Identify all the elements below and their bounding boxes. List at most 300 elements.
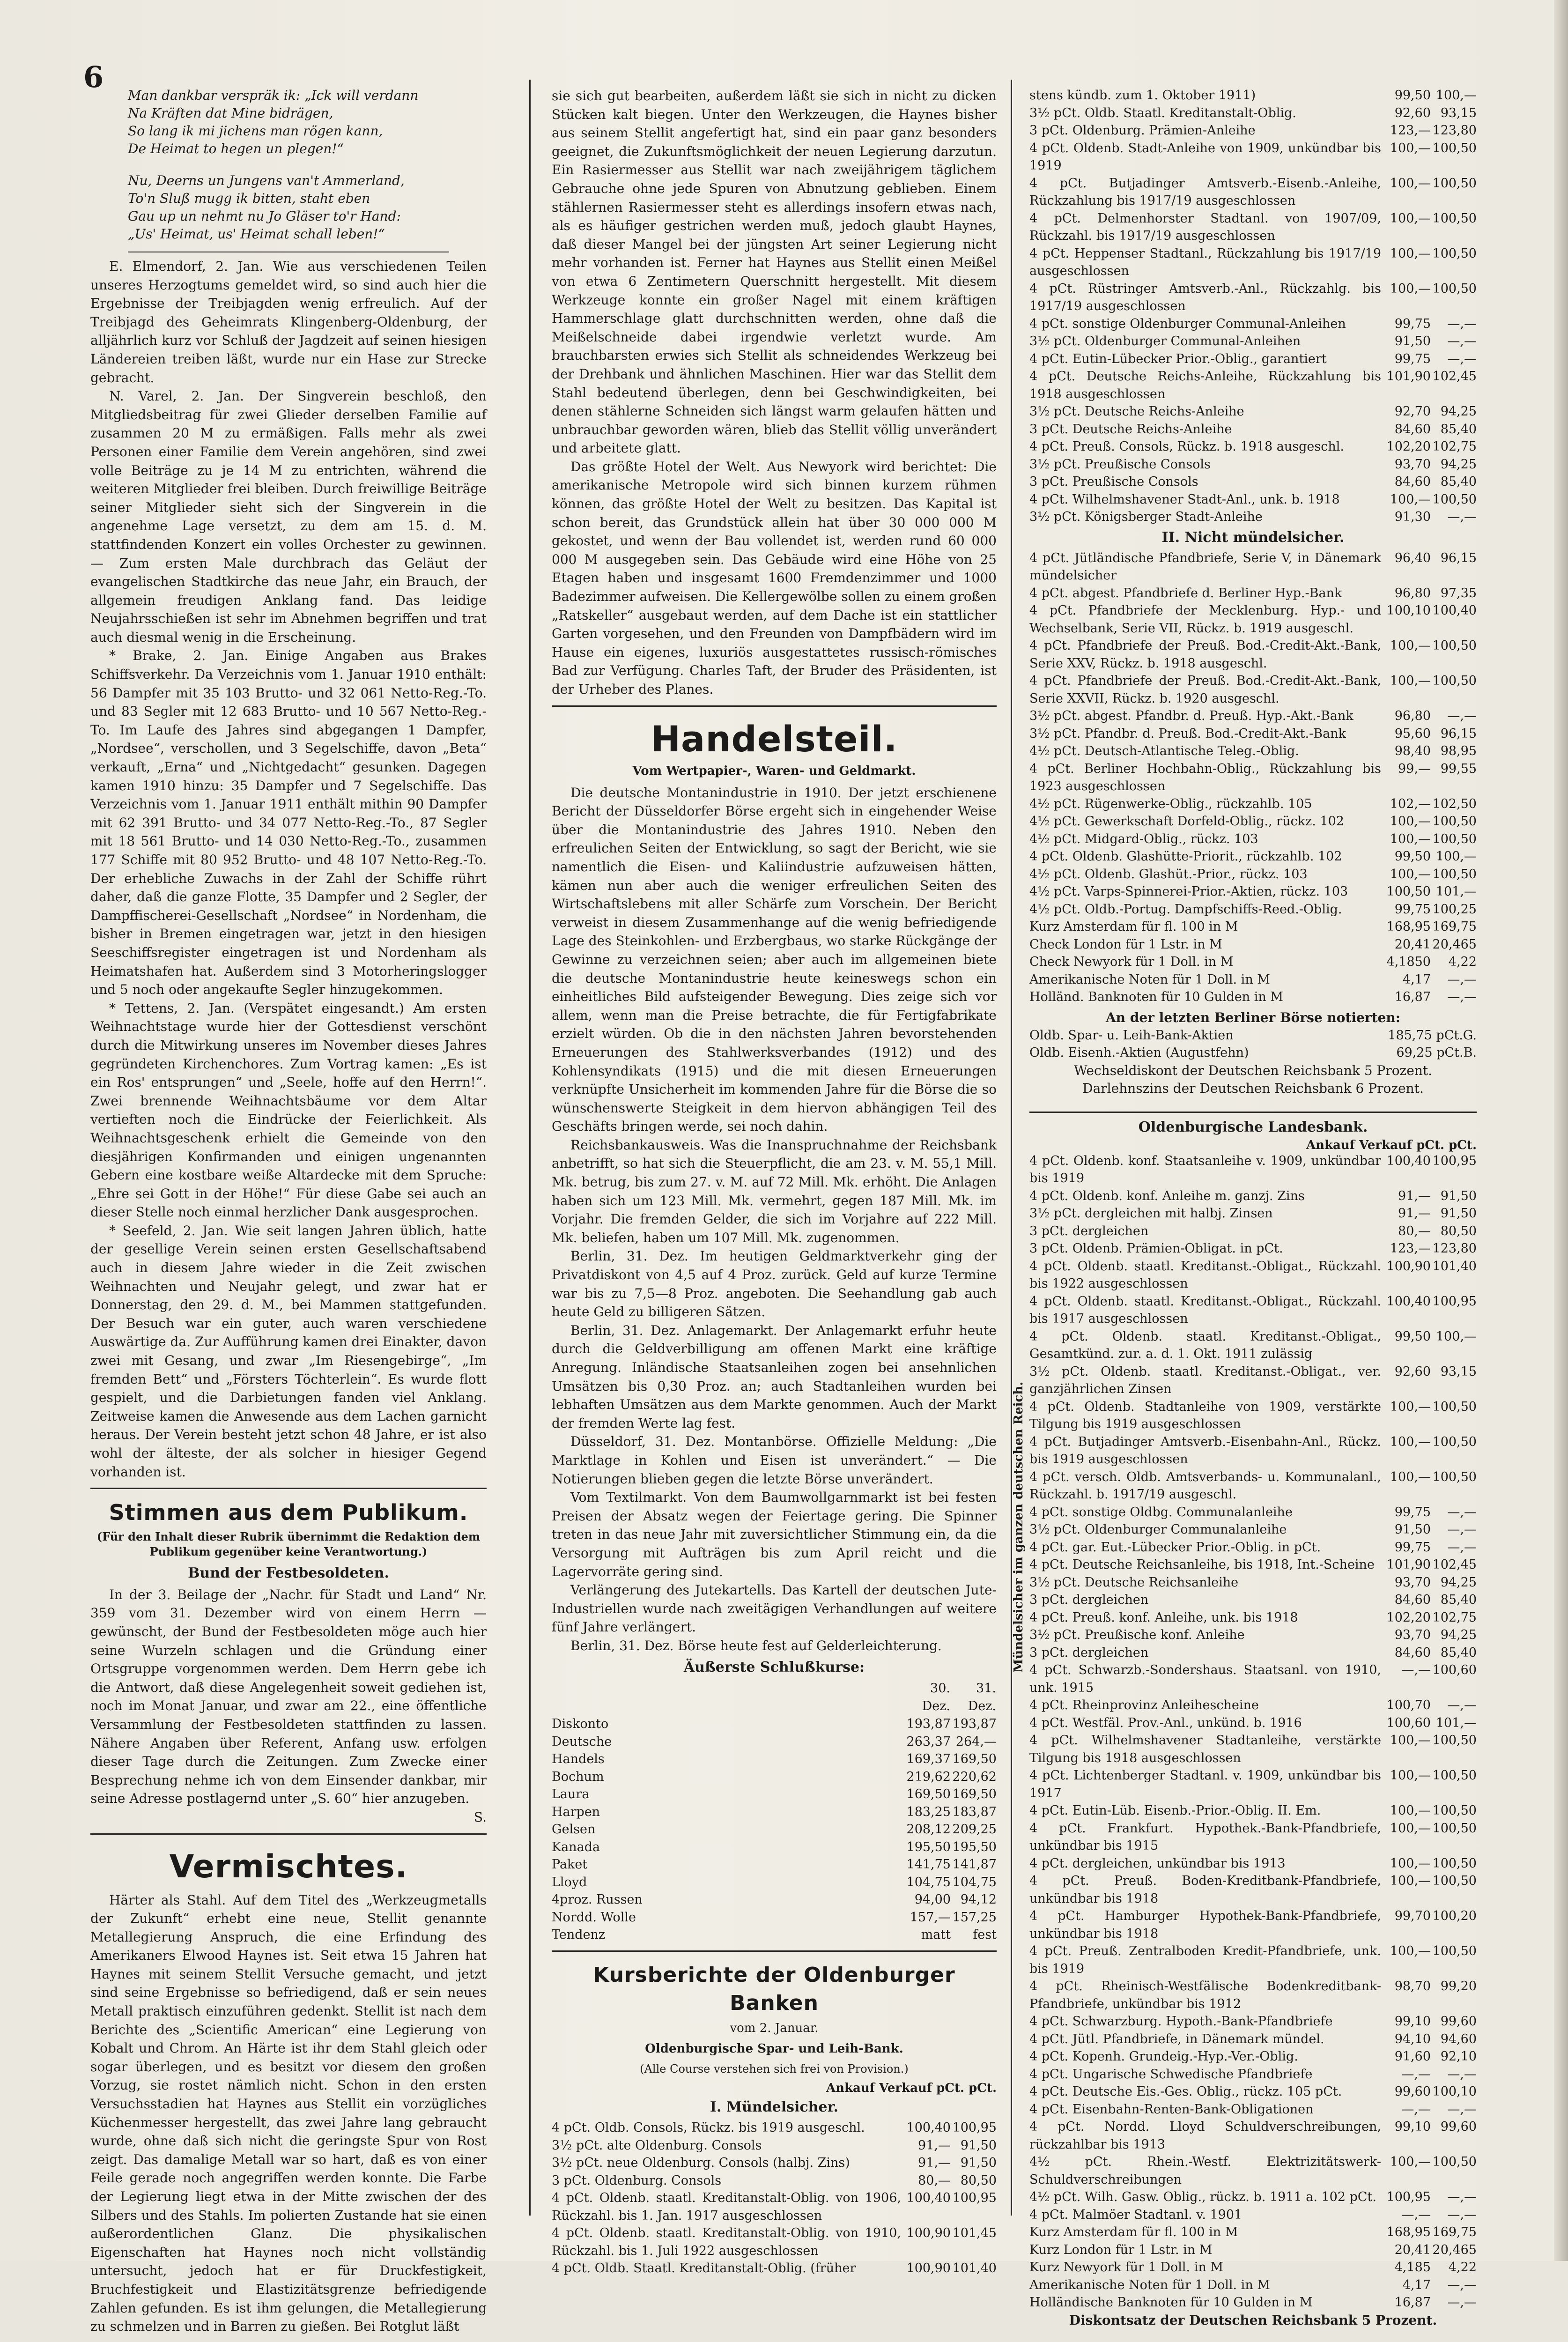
row-value: 100,60: [1386, 1715, 1431, 1730]
wechseldiskont: Wechseldiskont der Deutschen Reichsbank 5 Prozent.: [1073, 1062, 1433, 1078]
row-label: 4 pCt. Frankfurt. Hypothek.-Bank-Pfandbriefe, unkündbar bis 1915: [1029, 1821, 1381, 1853]
row-value: 100,50: [1432, 1821, 1477, 1836]
table-row: [1029, 1240, 1477, 1258]
landesbank-table: [1029, 1152, 1477, 2312]
table-row: [1029, 760, 1477, 795]
row-label: 3½ pCt. alte Oldenburg. Consols: [552, 2138, 762, 2153]
table-row: [1029, 707, 1477, 725]
row-value: 100,—: [1390, 141, 1431, 156]
table-row: [1029, 1661, 1477, 1697]
table-row: [1029, 2101, 1477, 2119]
table-row: [1029, 602, 1477, 637]
row-value: 94,25: [1440, 457, 1477, 472]
table-row: [1029, 848, 1477, 866]
row-value: —,—: [1447, 2207, 1477, 2222]
row-value: 99,60: [1440, 2120, 1477, 2134]
row-value: 100,50: [1432, 1856, 1477, 1871]
row-value: 100,—: [1390, 638, 1431, 653]
table-row: [1029, 1187, 1477, 1205]
row-value: 193,87: [906, 1717, 951, 1732]
row-label: Holländische Banknoten für 10 Gulden in M: [1029, 2295, 1313, 2310]
kurse-title: Äußerste Schlußkurse:: [683, 1659, 865, 1675]
row-value: —,—: [1401, 1663, 1431, 1677]
table-row: [1029, 438, 1477, 456]
poem: [128, 87, 487, 243]
row-value: 100,—: [1435, 88, 1477, 103]
row-value: 95,60: [1394, 726, 1431, 741]
row-value: 263,37: [906, 1734, 951, 1749]
row-value: 100,50: [1432, 1733, 1477, 1748]
table-row: [1029, 1978, 1477, 2013]
row-value: 100,—: [1390, 814, 1431, 829]
row-value: 100,50: [1432, 141, 1477, 156]
row-value: 208,12: [906, 1822, 951, 1837]
securities-rows-1: [1029, 87, 1477, 526]
row-value: —,—: [1447, 2067, 1477, 2082]
page-number: 6: [83, 60, 104, 94]
row-value: 93,70: [1394, 457, 1431, 472]
table-row: [1029, 1872, 1477, 1907]
row-value: 100,50: [1432, 492, 1477, 507]
row-value: —,—: [1447, 510, 1477, 524]
table-row: [1029, 2294, 1477, 2312]
side-label: [1010, 1152, 1028, 1949]
row-value: 69,25 pCt.B.: [1396, 1045, 1477, 1060]
row-value: 100,—: [1390, 1469, 1431, 1484]
row-label: 4 pCt. Butjadinger Amtsverb.-Eisenbahn-Anl., Rückz. bis 1919 ausgeschlossen: [1029, 1434, 1381, 1467]
table-row: [552, 1926, 997, 1944]
row-value: 99,60: [1394, 2084, 1431, 2099]
table-row: [1029, 953, 1477, 971]
nicht-muendel-title: II. Nicht mündelsicher.: [1161, 529, 1345, 546]
row-value: 98,70: [1394, 1979, 1431, 1994]
row-value: 91,—: [918, 2156, 951, 2171]
table-row: [1029, 87, 1477, 104]
table-row: [1029, 403, 1477, 421]
table-row: [552, 2260, 997, 2277]
row-value: 91,—: [918, 2138, 951, 2153]
table-row: [1029, 1539, 1477, 1556]
row-value: —,—: [1447, 334, 1477, 348]
row-value: 85,40: [1440, 1593, 1477, 1607]
table-row: [1029, 210, 1477, 245]
row-label: 4 pCt. Wilhelmshavener Stadt-Anl., unk. b. 1918: [1029, 492, 1340, 507]
row-label: Gelsen: [552, 1822, 596, 1837]
row-label: 4½ pCt. Gewerkschaft Dorfeld-Oblig., rückz. 102: [1029, 814, 1344, 829]
row-value: —,—: [1401, 2067, 1431, 2082]
row-value: 100,95: [1432, 1153, 1477, 1168]
row-value: 195,50: [952, 1839, 997, 1854]
row-label: 4 pCt. Pfandbriefe der Preuß. Bod.-Credit-Akt.-Bank, Serie XXVII, Rückz. b. 1920 ausgeschl.: [1029, 674, 1381, 706]
table-row: [1029, 1433, 1477, 1468]
row-label: 3½ pCt. Königsberger Stadt-Anleihe: [1029, 510, 1263, 524]
row-value: 4,185: [1394, 2260, 1431, 2275]
row-label: 4 pCt. Eutin-Lüb. Eisenb.-Prior.-Oblig. II. Em.: [1029, 1803, 1321, 1818]
row-value: 100,—: [1390, 1821, 1431, 1836]
banken-title: Kursberichte der Oldenburger Banken: [593, 1963, 955, 2015]
row-value: 91,50: [1394, 334, 1431, 348]
row-value: 169,50: [952, 1787, 997, 1802]
row-label: 4 pCt. Ungarische Schwedische Pfandbriefe: [1029, 2067, 1313, 2082]
row-value: 100,—: [1390, 2155, 1431, 2169]
row-label: 4 pCt. versch. Oldb. Amtsverbands- u. Kommunalanl., Rückzahl. b. 1917/19 ausgeschl.: [1029, 1469, 1381, 1502]
handel-reichsbank: Reichsbankausweis. Was die Inanspruchnahme der Reichsbank anbetrifft, so hat sich die Steuerpflicht, die am 23. v. M. 55,1 Mill. Mk. betrug, bis zum 27. v. M. auf 72 Mill. Mk. erhöht. Die Anlagen haben sich um 123 Mill. Mk. vermehrt, gegen 187 Mill. Mk. im Vorjahr. Die fremden Gelder, die sich im Vorjahre auf 222 Mill. Mk. beliefen, haben um 107 Mill. Mk. zugenommen.: [552, 1137, 997, 1245]
row-label: 3½ pCt. Oldenburger Communal-Anleihen: [1029, 334, 1301, 348]
table-row: [1029, 1820, 1477, 1855]
table-row: [1029, 473, 1477, 491]
row-value: 169,37: [906, 1752, 951, 1767]
row-value: 100,40: [906, 2120, 951, 2135]
row-value: 100,50: [1432, 1944, 1477, 1958]
row-value: 100,50: [1432, 1434, 1477, 1449]
row-label: 4 pCt. Deutsche Eis.-Ges. Oblig., rückz. 105 pCt.: [1029, 2084, 1342, 2099]
row-value: 99,75: [1394, 1505, 1431, 1519]
row-value: 93,15: [1440, 105, 1477, 120]
section-title-handelsteil: Handelsteil.: [651, 718, 898, 760]
row-value: fest: [973, 1927, 997, 1942]
table-row: [1029, 2223, 1477, 2241]
row-label: 3½ pCt. neue Oldenburg. Consols (halbj. Zins): [552, 2156, 850, 2171]
row-value: 157,25: [952, 1910, 997, 1925]
table-row: [1029, 1363, 1477, 1398]
row-value: —,—: [1447, 990, 1477, 1004]
row-label: 3 pCt. Deutsche Reichs-Anleihe: [1029, 422, 1232, 437]
row-label: 4 pCt. Deutsche Reichs-Anleihe, Rückzahlung bis 1918 ausgeschlossen: [1029, 369, 1381, 401]
table-row: [1029, 742, 1477, 760]
darlehnszins: Darlehnszins der Deutschen Reichsbank 6 Prozent.: [1082, 1080, 1424, 1096]
table-row: [1029, 1767, 1477, 1802]
row-label: 4 pCt. Heppenser Stadtanl., Rückzahlung bis 1917/19 ausgeschlossen: [1029, 246, 1381, 278]
row-label: 3½ pCt. Oldenburger Communalanleihe: [1029, 1522, 1287, 1537]
table-row: [1029, 1714, 1477, 1732]
row-label: 3 pCt. dergleichen: [1029, 1223, 1149, 1238]
table-row: [1029, 1328, 1477, 1363]
divider: [552, 705, 997, 707]
column-header: 31. Dez.: [968, 1681, 996, 1713]
muendel-title: I. Mündelsicher.: [710, 2098, 839, 2115]
table-row: [1029, 2066, 1477, 2083]
row-value: 102,50: [1432, 796, 1477, 811]
row-value: 100,—: [1390, 1803, 1431, 1818]
row-label: 3½ pCt. Deutsche Reichsanleihe: [1029, 1575, 1239, 1590]
side-label-text: Mündelsicher im ganzen deutschen Reich.: [1012, 1381, 1026, 1672]
row-value: 99,50: [1394, 849, 1431, 864]
table-row: [1029, 1855, 1477, 1873]
table-row: [1029, 883, 1477, 901]
row-value: 99,75: [1394, 902, 1431, 917]
row-label: Check London für 1 Lstr. in M: [1029, 937, 1222, 952]
row-value: 123,—: [1390, 123, 1431, 138]
row-value: 100,95: [1386, 2190, 1431, 2204]
row-value: 100,50: [1432, 674, 1477, 688]
row-label: 3½ pCt. Oldb. Staatl. Kreditanstalt-Oblig.: [1029, 105, 1296, 120]
table-row: [552, 1891, 997, 1909]
row-value: 4,17: [1402, 2277, 1431, 2292]
row-value: 91,30: [1394, 510, 1431, 524]
row-value: —,—: [1447, 1540, 1477, 1555]
table-row: [1029, 813, 1477, 830]
row-value: 91,60: [1394, 2049, 1431, 2064]
row-label: 3½ pCt. Preußische konf. Anleihe: [1029, 1628, 1245, 1642]
row-value: 96,15: [1440, 550, 1477, 565]
row-value: —,—: [1447, 2190, 1477, 2204]
row-value: 141,87: [952, 1857, 997, 1872]
row-value: 16,87: [1394, 990, 1431, 1004]
table-row: [552, 2137, 997, 2155]
table-row: [552, 2119, 997, 2137]
table-row: [552, 1821, 997, 1838]
row-label: 4 pCt. Preuß. Zentralboden Kredit-Pfandbriefe, unk. bis 1919: [1029, 1944, 1381, 1976]
row-label: Handels: [552, 1752, 605, 1767]
row-label: 4 pCt. gar. Eut.-Lübecker Prior.-Oblig. in pCt.: [1029, 1540, 1321, 1555]
table-row: [552, 1803, 997, 1821]
row-label: 3 pCt. Oldenburg. Consols: [552, 2173, 722, 2188]
row-label: 4 pCt. dergleichen, unkündbar bis 1913: [1029, 1856, 1286, 1871]
row-value: 93,70: [1394, 1628, 1431, 1642]
row-label: Check Newyork für 1 Doll. in M: [1029, 955, 1234, 969]
row-label: 4 pCt. Jütländische Pfandbriefe, Serie V, in Dänemark mündelsicher: [1029, 550, 1381, 583]
securities-table-2: [1029, 549, 1477, 1006]
table-row: [1029, 1907, 1477, 1942]
table-row: [1029, 1468, 1477, 1504]
row-value: 92,10: [1440, 2049, 1477, 2064]
row-label: Nordd. Wolle: [552, 1910, 636, 1925]
row-value: —,—: [1447, 2102, 1477, 2117]
table-row: [1029, 491, 1477, 509]
row-value: —,—: [1401, 2207, 1431, 2222]
row-value: 264,—: [955, 1734, 997, 1749]
table-row: [1029, 2153, 1477, 2188]
row-value: 100,25: [1432, 902, 1477, 917]
row-label: 4 pCt. Oldenb. konf. Staatsanleihe v. 1909, unkündbar bis 1919: [1029, 1153, 1381, 1186]
table-row: [1029, 795, 1477, 813]
row-label: 3½ pCt. Pfandbr. d. Preuß. Bod.-Credit-Akt.-Bank: [1029, 726, 1346, 741]
row-value: 84,60: [1394, 1593, 1431, 1607]
row-value: 99,75: [1394, 351, 1431, 366]
row-value: 93,70: [1394, 1575, 1431, 1590]
row-value: 20,41: [1394, 937, 1431, 952]
row-value: 100,—: [1390, 1768, 1431, 1783]
row-label: Deutsche: [552, 1734, 612, 1749]
row-label: 4 pCt. Jütl. Pfandbriefe, in Dänemark mündel.: [1029, 2031, 1324, 2046]
table-row: [1029, 1293, 1477, 1328]
table-row: [1029, 2013, 1477, 2031]
row-value: 100,90: [1386, 1259, 1431, 1274]
row-value: —,—: [1401, 2102, 1431, 2117]
row-value: 80,—: [1398, 1223, 1431, 1238]
row-value: 100,—: [1390, 1733, 1431, 1748]
row-label: 4 pCt. Rüstringer Amtsverb.-Anl., Rückzahlg. bis 1917/19 ausgeschlossen: [1029, 281, 1381, 313]
row-value: 101,90: [1386, 369, 1431, 384]
row-value: 100,—: [1390, 867, 1431, 882]
table-row: [1029, 2188, 1477, 2206]
table-row: [1029, 672, 1477, 707]
row-label: 4½ pCt. Midgard-Oblig., rückz. 103: [1029, 831, 1258, 846]
row-value: 100,50: [1386, 884, 1431, 899]
row-value: 91,50: [960, 2156, 997, 2171]
row-value: 99,75: [1394, 1540, 1431, 1555]
row-value: 94,10: [1394, 2031, 1431, 2046]
table-row: [1029, 2083, 1477, 2101]
column-2: [552, 87, 997, 2277]
berliner-title: An der letzten Berliner Börse notierten:: [1105, 1009, 1401, 1025]
table-row: [1029, 1152, 1477, 1187]
table-row: [1029, 1942, 1477, 1978]
landesbank-block: [1012, 1152, 1477, 2312]
row-label: 3½ pCt. dergleichen mit halbj. Zinsen: [1029, 1206, 1273, 1221]
handel-textil: Vom Textilmarkt. Von dem Baumwollgarnmarkt ist bei festen Preisen der Absatz wegen der Feiertage gering. Die Spinner treten in das neue Jahr mit zuversichtlicher Stimmung ein, da die Versorgung mit Aufträgen bis zum April reicht und die Lagervorräte gering sind.: [552, 1490, 997, 1579]
row-value: 123,—: [1390, 1241, 1431, 1256]
row-value: 99,70: [1394, 1909, 1431, 1923]
banken-date: vom 2. Januar.: [730, 2021, 819, 2035]
row-value: 100,50: [1432, 814, 1477, 829]
column-3: [1012, 87, 1477, 2342]
row-label: 4 pCt. Oldenb. staatl. Kreditanst.-Obligat., Gesamtkünd. zur. a. d. 1. Okt. 1911 zulässig: [1029, 1329, 1381, 1361]
article-brake: * Brake, 2. Jan. Einige Angaben aus Brakes Schiffsverkehr. Da Verzeichnis vom 1. Januar 1910 enthält: 56 Dampfer mit 35 103 Brutto- und 32 061 Netto-Reg.-To. und 83 Segler mit 12 683 Brutto- und 10 567 Netto-Reg.-To. Im Laufe des Jahres sind abgegangen 1 Dampfer, „Nordsee“, verschollen, und 3 Segelschiffe, davon „Beta“ verkauft, „Erna“ und „Nichtgedacht“ gesunken. Dagegen kamen 1910 hinzu: 35 Dampfer und 7 Segelschiffe. Das Verzeichnis vom 1. Januar 1911 enthält mithin 90 Dampfer mit 62 391 Brutto- und 34 077 Netto-Reg.-To., 87 Segler mit 18 561 Brutto- und 14 030 Netto-Reg.-To., zusammen 177 Schiffe mit 80 952 Brutto- und 48 107 Netto-Reg.-To. Der erhebliche Zuwachs in der Zahl der Schiffe rührt daher, daß die ganze Flotte, 35 Dampfer und 2 Segler, der Dampffischerei-Gesellschaft „Nordsee“ in Nordenham, die bisher in Bremen eingetragen war, jetzt in den hiesigen Seeschiffsregister eingetragen ist und Nordenham als Heimatshafen hat. Außerdem sind 3 Motorheringslogger und 5 noch oder angekaufte Segler hinzugekommen.: [90, 648, 487, 998]
row-label: 4 pCt. Oldenb. staatl. Kreditanstalt-Oblig. von 1906, Rückzahl. bis 1. Jan. 1917 ausgeschlossen: [552, 2191, 901, 2223]
row-label: 3 pCt. Oldenb. Prämien-Obligat. in pCt.: [1029, 1241, 1283, 1256]
row-value: 94,25: [1440, 1628, 1477, 1642]
row-label: 3 pCt. Preußische Consols: [1029, 474, 1198, 489]
table-row: [1029, 456, 1477, 474]
row-label: Kurz Amsterdam für fl. 100 in M: [1029, 919, 1238, 934]
row-label: 4 pCt. Eutin-Lübecker Prior.-Oblig., garantiert: [1029, 351, 1327, 366]
row-value: 100,50: [1432, 638, 1477, 653]
handel-boerse: Berlin, 31. Dez. Börse heute fest auf Gelderleichterung.: [570, 1638, 942, 1653]
row-value: 100,90: [906, 2261, 951, 2276]
table-row: [1029, 2241, 1477, 2259]
row-value: 100,50: [1432, 1399, 1477, 1414]
row-value: 80,—: [918, 2173, 951, 2188]
handel-berlin-anlage: Berlin, 31. Dez. Anlagemarkt. Der Anlagemarkt erfuhr heute durch die Geldverbilligung am offenen Markt eine kräftige Anregung. Inländische Staatsanleihen zogen bei ansehnlichen Umsätzen bis 0,30 Proz. an; auch Stadtanleihen wurden bei lebhaften Umsätzen aus dem Markte genommen. Auch der Markt der fremden Werte lag fest.: [552, 1322, 997, 1431]
row-value: 100,—: [1390, 1399, 1431, 1414]
table-header-row: [552, 1679, 997, 1715]
table-row: [1029, 1027, 1477, 1045]
row-label: Kurz Newyork für 1 Doll. in M: [1029, 2260, 1223, 2275]
table-row: [1029, 421, 1477, 438]
row-label: 4 pCt. Oldenb. staatl. Kreditanst.-Obligat., Rückzahl. bis 1922 ausgeschlossen: [1029, 1259, 1381, 1291]
row-value: 100,50: [1432, 246, 1477, 261]
diskontsatz: Diskontsatz der Deutschen Reichsbank 5 Prozent.: [1069, 2312, 1437, 2328]
table-row: [1029, 1521, 1477, 1539]
row-label: 3½ pCt. abgest. Pfandbr. d. Preuß. Hyp.-Akt.-Bank: [1029, 709, 1354, 723]
table-row: [1029, 2031, 1477, 2048]
row-value: 100,50: [1432, 831, 1477, 846]
column-header: 30. Dez.: [922, 1681, 950, 1713]
row-value: 168,95: [1386, 2225, 1431, 2239]
section-title-publikum: Stimmen aus dem Publikum.: [109, 1500, 468, 1526]
table-row: [1029, 971, 1477, 989]
muendel-table: [552, 2119, 997, 2277]
table-row: [1029, 901, 1477, 919]
row-label: 4 pCt. Rheinisch-Westfälische Bodenkreditbank-Pfandbriefe, unkündbar bis 1912: [1029, 1979, 1381, 2011]
row-label: 4 pCt. Rheinprovinz Anleihescheine: [1029, 1698, 1259, 1712]
table-row: [552, 1838, 997, 1856]
row-value: 4,22: [1448, 955, 1477, 969]
row-label: 4 pCt. sonstige Oldbg. Communalanleihe: [1029, 1505, 1293, 1519]
table-row: [1029, 1644, 1477, 1662]
handelsteil-subtitle: Vom Wertpapier-, Waren- und Geldmarkt.: [632, 763, 916, 778]
row-value: 80,50: [1440, 1223, 1477, 1238]
row-value: 100,—: [1390, 176, 1431, 191]
row-value: 157,—: [910, 1910, 951, 1925]
table-row: [1029, 350, 1477, 368]
row-value: 101,90: [1386, 1557, 1431, 1572]
row-label: 4 pCt. Oldenb. konf. Anleihe m. ganzj. Zins: [1029, 1188, 1305, 1203]
row-label: 3 pCt. Oldenburg. Prämien-Anleihe: [1029, 123, 1256, 138]
row-value: 100,—: [1390, 1944, 1431, 1958]
table-row: [1029, 333, 1477, 350]
poem-line: So lang ik mi jichens man rögen kann,: [128, 123, 383, 139]
securities-table-1: [1029, 87, 1477, 526]
row-label: Amerikanische Noten für 1 Doll. in M: [1029, 972, 1270, 987]
row-value: 4,17: [1402, 972, 1431, 987]
row-value: 99,20: [1440, 1979, 1477, 1994]
row-value: —,—: [1447, 1698, 1477, 1712]
row-label: 3½ pCt. Oldenb. staatl. Kreditanst.-Obligat., ver. ganzjährlichen Zinsen: [1029, 1364, 1381, 1396]
row-value: 100,—: [1390, 674, 1431, 688]
row-value: 100,95: [952, 2191, 997, 2206]
row-value: 169,50: [952, 1752, 997, 1767]
table-row: [552, 1856, 997, 1874]
row-value: 100,70: [1386, 1698, 1431, 1712]
row-label: 4 pCt. Preuß. konf. Anleihe, unk. bis 1918: [1029, 1610, 1298, 1625]
row-value: 101,40: [1432, 1259, 1477, 1274]
table-row: [1029, 2048, 1477, 2066]
row-value: 100,—: [1390, 1856, 1431, 1871]
row-value: 100,40: [1386, 1153, 1431, 1168]
row-label: 4½ pCt. Deutsch-Atlantische Teleg.-Oblig.: [1029, 744, 1299, 758]
row-value: —,—: [1447, 972, 1477, 987]
row-label: Paket: [552, 1857, 588, 1872]
row-label: Bochum: [552, 1769, 604, 1784]
row-label: Diskonto: [552, 1717, 609, 1732]
article-hotel: Das größte Hotel der Welt. Aus Newyork wird berichtet: Die amerikanische Metropole wird sich binnen kurzem rühmen können, das größte Hotel der Welt zu besitzen. Das Kapital ist schon bereit, das Grundstück allein hat über 30 000 000 M gekostet, und wenn der Bau vollendet ist, werden rund 60 000 000 M ausgegeben sein. Das Gebäude wird eine Höhe von 25 Etagen haben und insgesamt 1600 Fremdenzimmer und 1000 Badezimmer aufweisen. Die Kellergewölbe sollen zu einem großen „Ratskeller“ ausgebaut werden, auf dem Dache ist ein stattlicher Garten vorgesehen, und den Freunden von Dampfbädern wird im Hause ein eigenes, luxuriös ausgestattetes russisch-römisches Bad zur Verfügung. Charles Taft, der Bruder des Präsidenten, ist der Urheber des Planes.: [552, 459, 997, 697]
table-row: [552, 1750, 997, 1768]
table-row: [1029, 1205, 1477, 1223]
banken-bank: Oldenburgische Spar- und Leih-Bank.: [645, 2041, 903, 2056]
row-value: 104,75: [952, 1875, 997, 1890]
row-label: 4½ pCt. Varps-Spinnerei-Prior.-Aktien, rückz. 103: [1029, 884, 1348, 899]
row-label: 4 pCt. Deutsche Reichsanleihe, bis 1918, Int.-Scheine: [1029, 1557, 1375, 1572]
kurse-table: [552, 1679, 997, 1944]
table-row: [1029, 175, 1477, 210]
row-label: 4 pCt. Oldb. Staatl. Kreditanstalt-Oblig. (früher: [552, 2261, 856, 2276]
table-row: [1029, 122, 1477, 140]
row-value: 209,25: [952, 1822, 997, 1837]
row-value: 100,—: [1435, 1329, 1477, 1344]
row-value: 219,62: [906, 1769, 951, 1784]
row-value: 169,50: [906, 1787, 951, 1802]
row-value: —,—: [1447, 316, 1477, 331]
row-label: 4 pCt. Oldenb. staatl. Kreditanst.-Obligat., Rückzahl. bis 1917 ausgeschlossen: [1029, 1294, 1381, 1326]
row-value: matt: [921, 1927, 951, 1942]
table-row: [1029, 1504, 1477, 1521]
row-value: 84,60: [1394, 474, 1431, 489]
berliner-rows: [1029, 1027, 1477, 1062]
row-value: 193,87: [952, 1717, 997, 1732]
row-label: Laura: [552, 1787, 590, 1802]
row-label: 4proz. Russen: [552, 1892, 643, 1907]
row-value: 102,20: [1386, 1610, 1431, 1625]
table-row: [1029, 918, 1477, 936]
row-label: Lloyd: [552, 1875, 587, 1890]
row-value: 92,70: [1394, 404, 1431, 419]
poem-line: Man dankbar verspräk ik: „Ick will verdann: [128, 88, 419, 103]
table-row: [552, 1786, 997, 1803]
row-value: 100,95: [1432, 1294, 1477, 1309]
row-value: 100,—: [1390, 1874, 1431, 1888]
